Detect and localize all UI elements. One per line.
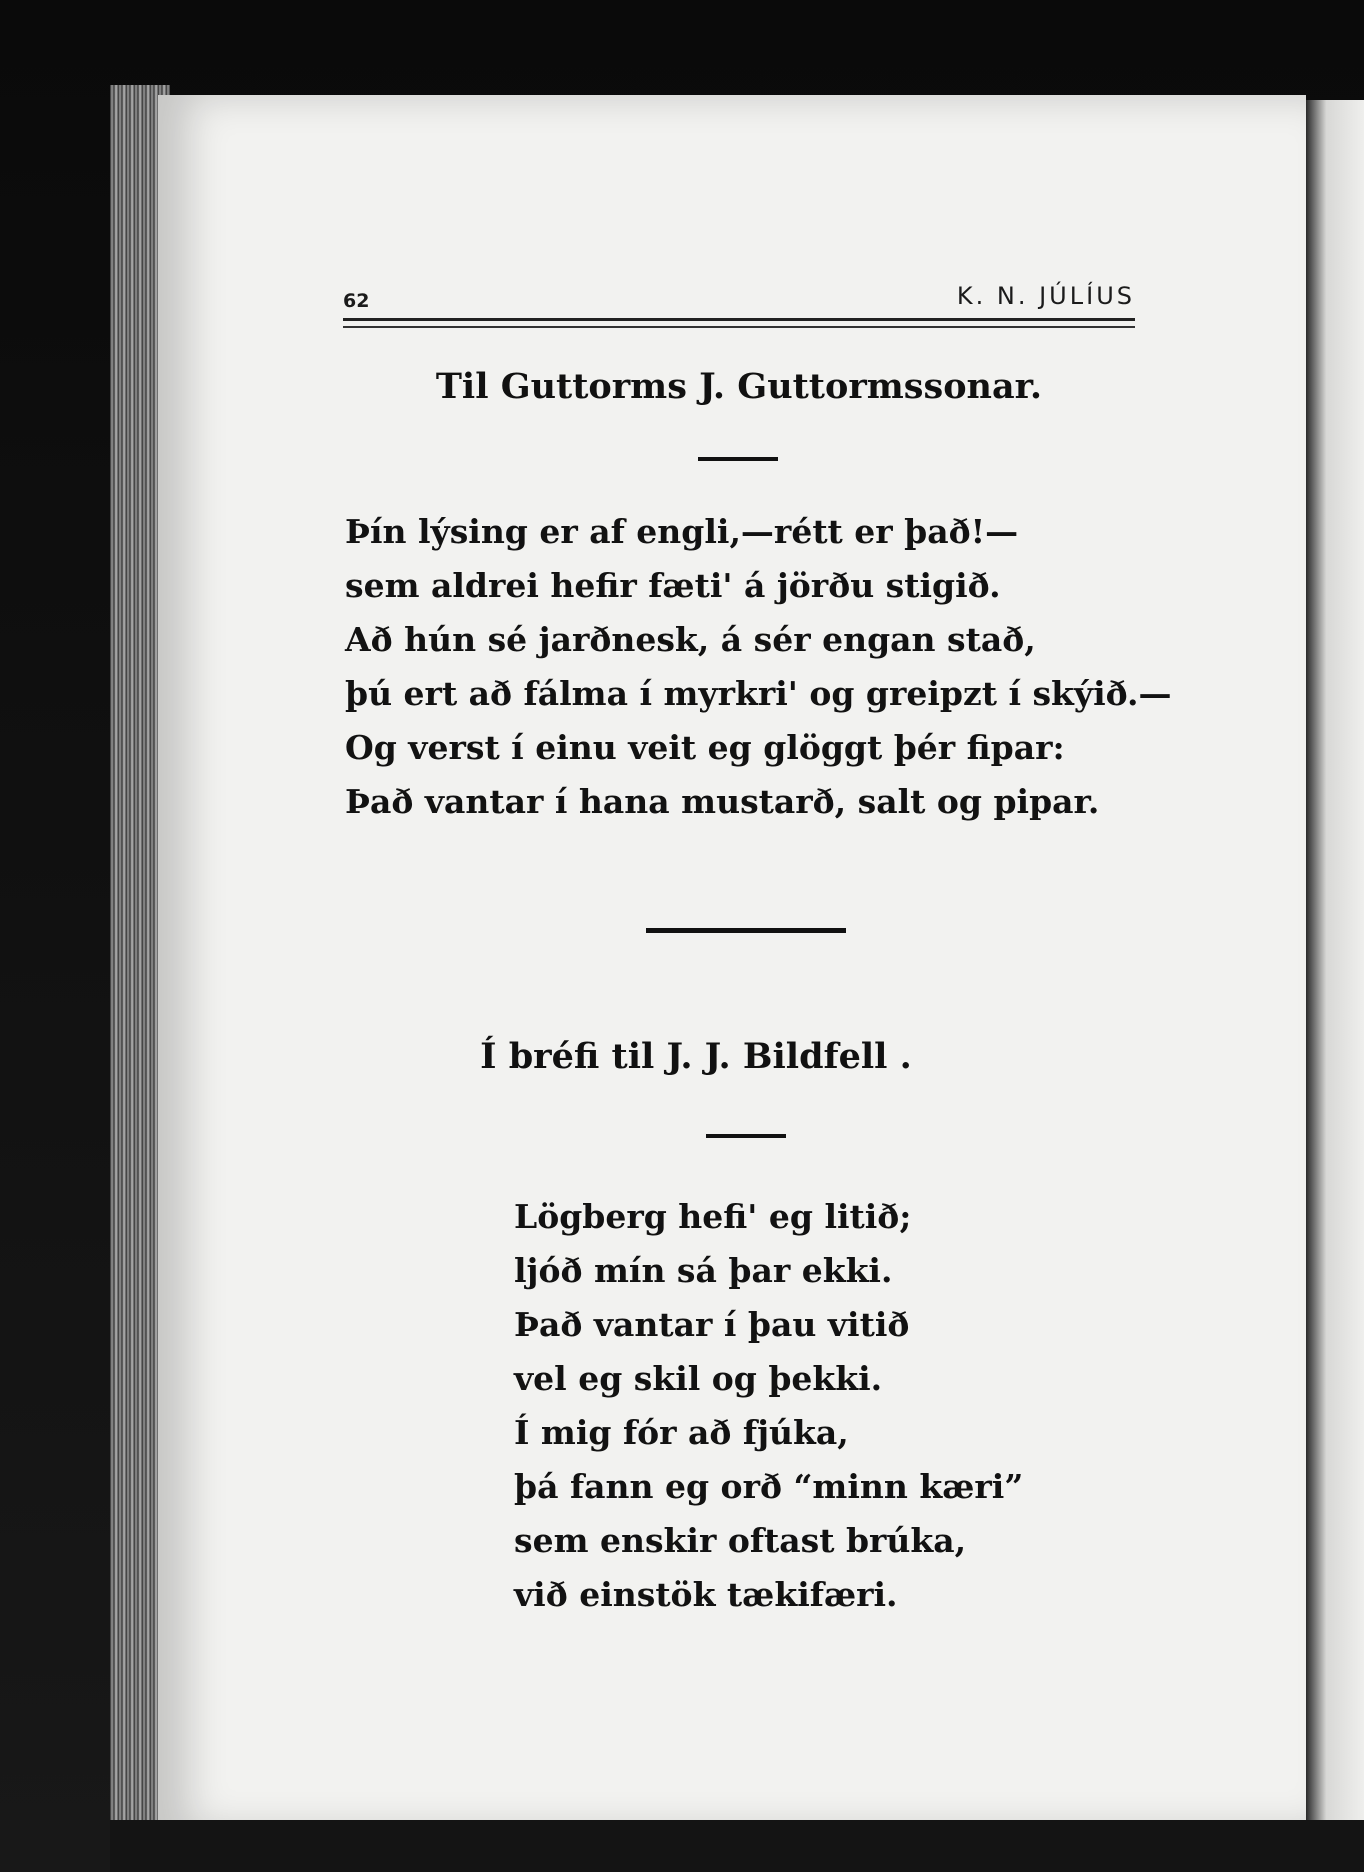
poem-line: við einstök tækifæri. bbox=[514, 1575, 898, 1614]
running-title: K. N. JÚLÍUS bbox=[956, 282, 1135, 310]
poem-title: Í bréfi til J. J. Bildfell . bbox=[480, 1036, 912, 1077]
running-header bbox=[343, 282, 1135, 316]
facing-page-edge bbox=[1306, 100, 1364, 1830]
header-rule-secondary bbox=[343, 326, 1135, 328]
poem-line: sem aldrei hefir fæti' á jörðu stigið. bbox=[345, 566, 1001, 605]
poem-line: Og verst í einu veit eg glöggt þér fipar: bbox=[345, 728, 1065, 767]
poem-line: Að hún sé jarðnesk, á sér engan stað, bbox=[345, 620, 1036, 659]
title-dash bbox=[706, 1134, 786, 1138]
poem-title: Til Guttorms J. Guttormssonar. bbox=[435, 366, 1043, 407]
poem-line: Það vantar í hana mustarð, salt og pipar. bbox=[345, 782, 1100, 821]
poem-line: vel eg skil og þekki. bbox=[514, 1359, 883, 1398]
scan-bottom-edge bbox=[110, 1820, 1364, 1872]
poem-line: Lögberg hefi' eg litið; bbox=[514, 1197, 912, 1236]
poem-line: Í mig fór að fjúka, bbox=[514, 1413, 849, 1452]
poem-line: ljóð mín sá þar ekki. bbox=[514, 1251, 893, 1290]
poem-line: þú ert að fálma í myrkri' og greipzt í skýið.— bbox=[345, 674, 1172, 713]
poem-stanza bbox=[514, 1190, 1023, 1622]
poem-line: Þín lýsing er af engli,—rétt er það!— bbox=[345, 512, 1019, 551]
poem-stanza bbox=[345, 505, 1172, 829]
section-divider bbox=[646, 928, 846, 933]
title-dash bbox=[698, 457, 778, 461]
poem-line: Það vantar í þau vitið bbox=[514, 1305, 910, 1344]
page-number: 62 bbox=[343, 290, 370, 312]
poem-line: sem enskir oftast brúka, bbox=[514, 1521, 967, 1560]
poem-line: þá fann eg orð “minn kæri” bbox=[514, 1467, 1024, 1506]
header-rule bbox=[343, 318, 1135, 321]
